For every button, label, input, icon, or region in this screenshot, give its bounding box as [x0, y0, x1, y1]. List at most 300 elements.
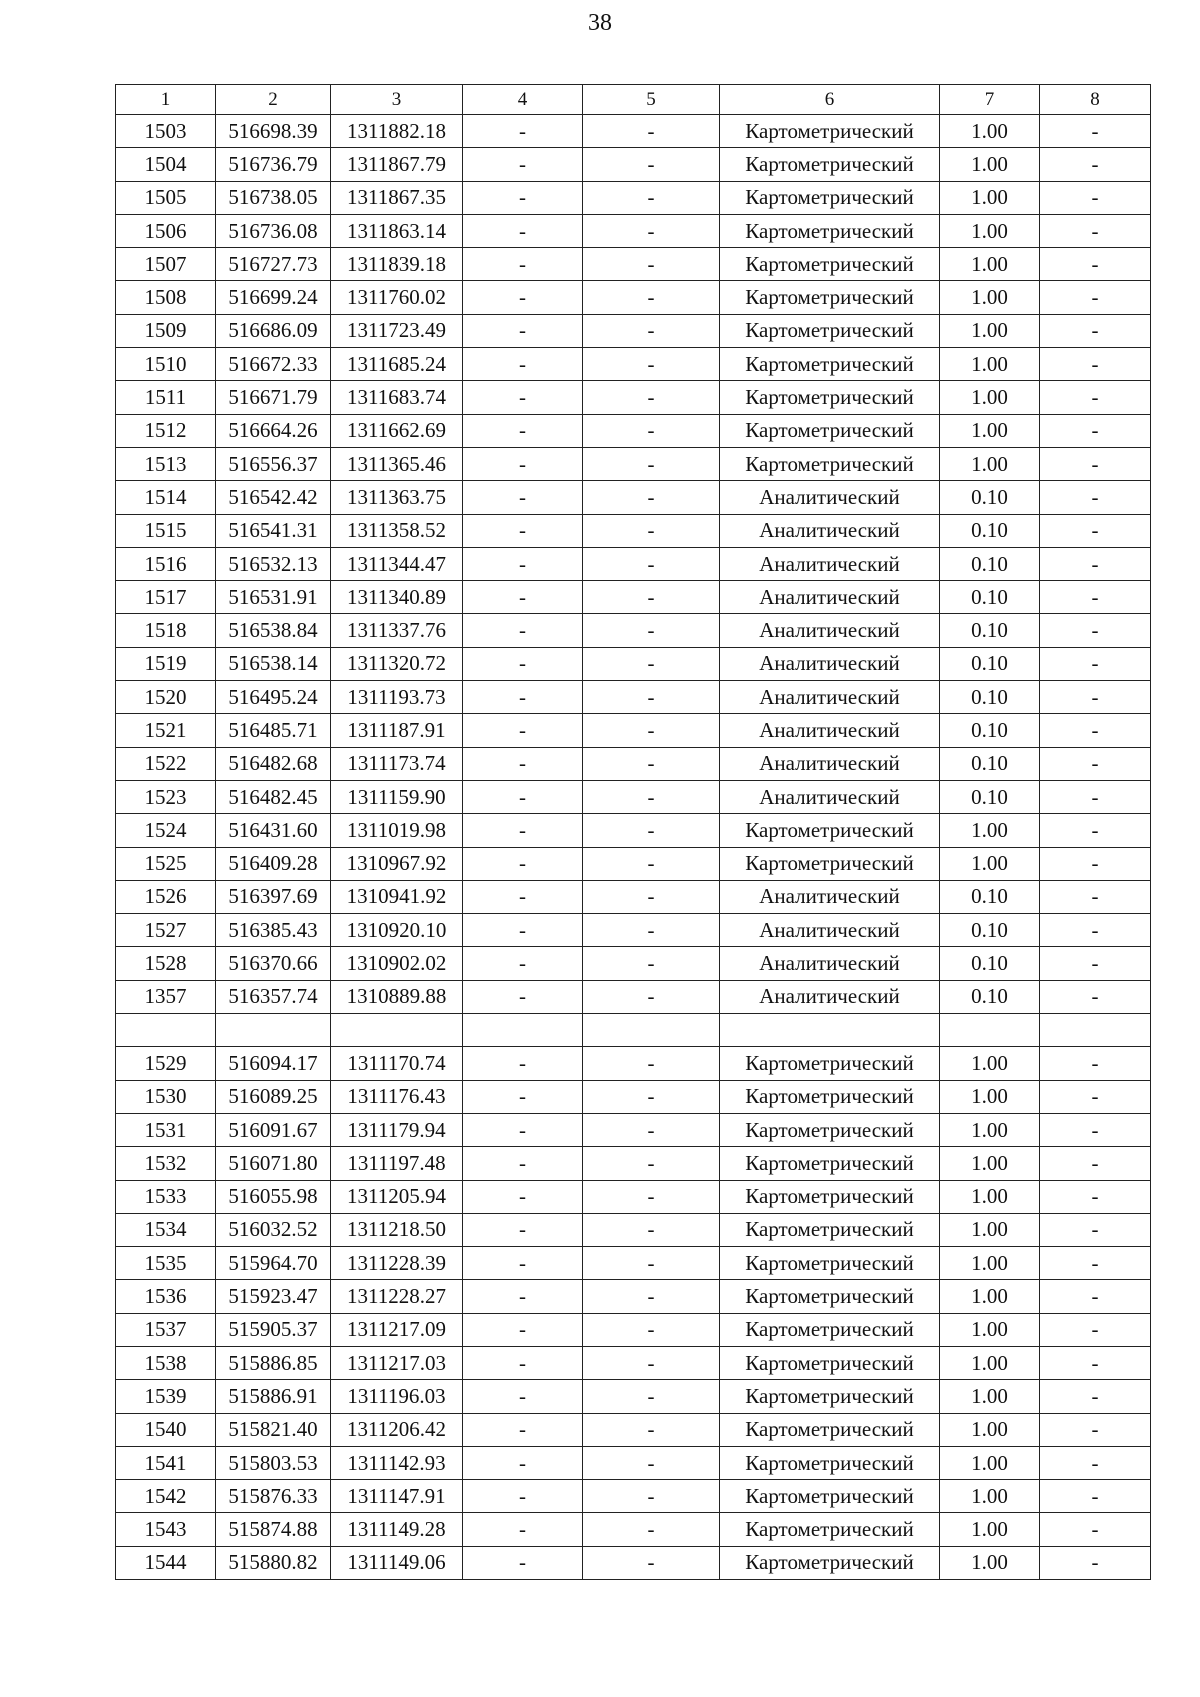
point-number-cell: 1517 — [116, 581, 216, 614]
col-8-cell: - — [1040, 1213, 1151, 1246]
col-4-cell: - — [463, 1280, 583, 1313]
col-5-cell: - — [583, 181, 720, 214]
col-8-cell: - — [1040, 780, 1151, 813]
point-number-cell: 1538 — [116, 1346, 216, 1379]
x-coordinate-cell: 516686.09 — [216, 314, 331, 347]
col-4-cell: - — [463, 1113, 583, 1146]
y-coordinate-cell: 1311142.93 — [331, 1446, 463, 1479]
x-coordinate-cell: 516698.39 — [216, 115, 331, 148]
column-header-6: 6 — [720, 85, 940, 115]
point-number-cell: 1511 — [116, 381, 216, 414]
table-row — [116, 747, 1151, 780]
col-4-cell: - — [463, 115, 583, 148]
col-5-cell: - — [583, 780, 720, 813]
method-cell: Картометрический — [720, 214, 940, 247]
y-coordinate-cell: 1311217.03 — [331, 1346, 463, 1379]
col-5-cell: - — [583, 847, 720, 880]
method-cell: Картометрический — [720, 1280, 940, 1313]
col-5-cell: - — [583, 414, 720, 447]
col-5-cell: - — [583, 514, 720, 547]
x-coordinate-cell: 516538.84 — [216, 614, 331, 647]
col-5-cell: - — [583, 1280, 720, 1313]
point-number-cell: 1507 — [116, 248, 216, 281]
col-8-cell: - — [1040, 281, 1151, 314]
point-number-cell: 1506 — [116, 214, 216, 247]
method-cell: Картометрический — [720, 381, 940, 414]
point-number-cell: 1541 — [116, 1446, 216, 1479]
table-row — [116, 947, 1151, 980]
table-row — [116, 547, 1151, 580]
col-4-cell: - — [463, 1080, 583, 1113]
col-4-cell: - — [463, 314, 583, 347]
accuracy-cell: 1.00 — [940, 1546, 1040, 1579]
accuracy-cell: 0.10 — [940, 581, 1040, 614]
accuracy-cell: 1.00 — [940, 248, 1040, 281]
accuracy-cell — [940, 1014, 1040, 1047]
col-4-cell: - — [463, 214, 583, 247]
accuracy-cell: 1.00 — [940, 1280, 1040, 1313]
point-number-cell: 1508 — [116, 281, 216, 314]
col-8-cell: - — [1040, 747, 1151, 780]
col-8-cell: - — [1040, 1513, 1151, 1546]
method-cell — [720, 1014, 940, 1047]
point-number-cell: 1515 — [116, 514, 216, 547]
table-row — [116, 581, 1151, 614]
y-coordinate-cell: 1311863.14 — [331, 214, 463, 247]
col-8-cell: - — [1040, 1413, 1151, 1446]
col-4-cell: - — [463, 681, 583, 714]
accuracy-cell: 1.00 — [940, 1313, 1040, 1346]
accuracy-cell: 1.00 — [940, 1080, 1040, 1113]
col-5-cell: - — [583, 1147, 720, 1180]
accuracy-cell: 1.00 — [940, 1480, 1040, 1513]
col-8-cell: - — [1040, 647, 1151, 680]
x-coordinate-cell: 516370.66 — [216, 947, 331, 980]
col-5-cell: - — [583, 248, 720, 281]
point-number-cell: 1520 — [116, 681, 216, 714]
y-coordinate-cell: 1311217.09 — [331, 1313, 463, 1346]
x-coordinate-cell: 516482.68 — [216, 747, 331, 780]
accuracy-cell: 1.00 — [940, 115, 1040, 148]
point-number-cell: 1522 — [116, 747, 216, 780]
method-cell: Картометрический — [720, 148, 940, 181]
method-cell: Картометрический — [720, 1346, 940, 1379]
accuracy-cell: 0.10 — [940, 747, 1040, 780]
y-coordinate-cell: 1311197.48 — [331, 1147, 463, 1180]
point-number-cell: 1523 — [116, 780, 216, 813]
x-coordinate-cell: 516431.60 — [216, 814, 331, 847]
method-cell: Картометрический — [720, 1247, 940, 1280]
col-5-cell: - — [583, 381, 720, 414]
point-number-cell: 1534 — [116, 1213, 216, 1246]
method-cell: Аналитический — [720, 647, 940, 680]
point-number-cell: 1533 — [116, 1180, 216, 1213]
accuracy-cell: 0.10 — [940, 614, 1040, 647]
method-cell: Аналитический — [720, 947, 940, 980]
x-coordinate-cell: 515821.40 — [216, 1413, 331, 1446]
point-number-cell: 1526 — [116, 880, 216, 913]
accuracy-cell: 1.00 — [940, 1213, 1040, 1246]
x-coordinate-cell: 516531.91 — [216, 581, 331, 614]
col-5-cell: - — [583, 1247, 720, 1280]
accuracy-cell: 1.00 — [940, 847, 1040, 880]
y-coordinate-cell: 1311205.94 — [331, 1180, 463, 1213]
col-4-cell: - — [463, 148, 583, 181]
x-coordinate-cell: 515880.82 — [216, 1546, 331, 1579]
method-cell: Картометрический — [720, 1546, 940, 1579]
accuracy-cell: 1.00 — [940, 447, 1040, 480]
point-number-cell: 1514 — [116, 481, 216, 514]
point-number-cell: 1521 — [116, 714, 216, 747]
col-4-cell: - — [463, 980, 583, 1013]
method-cell: Картометрический — [720, 847, 940, 880]
y-coordinate-cell: 1311228.27 — [331, 1280, 463, 1313]
y-coordinate-cell: 1310941.92 — [331, 880, 463, 913]
table-row — [116, 647, 1151, 680]
table-row — [116, 714, 1151, 747]
x-coordinate-cell: 516094.17 — [216, 1047, 331, 1080]
table-row — [116, 314, 1151, 347]
x-coordinate-cell: 516532.13 — [216, 547, 331, 580]
x-coordinate-cell: 516089.25 — [216, 1080, 331, 1113]
col-8-cell: - — [1040, 1180, 1151, 1213]
x-coordinate-cell: 515803.53 — [216, 1446, 331, 1479]
x-coordinate-cell: 515876.33 — [216, 1480, 331, 1513]
method-cell: Картометрический — [720, 314, 940, 347]
page-number: 38 — [588, 10, 612, 36]
table-row — [116, 1047, 1151, 1080]
method-cell: Аналитический — [720, 780, 940, 813]
col-8-cell: - — [1040, 314, 1151, 347]
y-coordinate-cell: 1311170.74 — [331, 1047, 463, 1080]
point-number-cell: 1357 — [116, 980, 216, 1013]
col-5-cell: - — [583, 115, 720, 148]
accuracy-cell: 0.10 — [940, 714, 1040, 747]
column-header-2: 2 — [216, 85, 331, 115]
col-5-cell: - — [583, 880, 720, 913]
table-row — [116, 148, 1151, 181]
y-coordinate-cell: 1311662.69 — [331, 414, 463, 447]
x-coordinate-cell: 516091.67 — [216, 1113, 331, 1146]
table-row — [116, 1213, 1151, 1246]
method-cell: Аналитический — [720, 614, 940, 647]
method-cell: Аналитический — [720, 880, 940, 913]
table-body — [116, 115, 1151, 1580]
table-row — [116, 1180, 1151, 1213]
col-8-cell: - — [1040, 714, 1151, 747]
col-5-cell: - — [583, 148, 720, 181]
col-8-cell: - — [1040, 414, 1151, 447]
table-row — [116, 514, 1151, 547]
y-coordinate-cell: 1311723.49 — [331, 314, 463, 347]
col-4-cell: - — [463, 1380, 583, 1413]
point-number-cell: 1516 — [116, 547, 216, 580]
col-4-cell: - — [463, 780, 583, 813]
accuracy-cell: 1.00 — [940, 348, 1040, 381]
y-coordinate-cell: 1311193.73 — [331, 681, 463, 714]
accuracy-cell: 1.00 — [940, 1346, 1040, 1379]
coordinates-table — [115, 84, 1151, 1580]
accuracy-cell: 1.00 — [940, 1413, 1040, 1446]
table-row — [116, 614, 1151, 647]
point-number-cell: 1512 — [116, 414, 216, 447]
method-cell: Аналитический — [720, 914, 940, 947]
col-8-cell: - — [1040, 381, 1151, 414]
column-header-1: 1 — [116, 85, 216, 115]
point-number-cell: 1503 — [116, 115, 216, 148]
table-row — [116, 281, 1151, 314]
col-4-cell: - — [463, 880, 583, 913]
x-coordinate-cell: 516032.52 — [216, 1213, 331, 1246]
table-row — [116, 447, 1151, 480]
method-cell: Аналитический — [720, 714, 940, 747]
col-4-cell: - — [463, 614, 583, 647]
table-row — [116, 1346, 1151, 1379]
col-4-cell: - — [463, 1546, 583, 1579]
col-5-cell: - — [583, 1480, 720, 1513]
col-5-cell: - — [583, 1313, 720, 1346]
method-cell: Аналитический — [720, 980, 940, 1013]
col-8-cell: - — [1040, 980, 1151, 1013]
table-row — [116, 1147, 1151, 1180]
x-coordinate-cell: 516397.69 — [216, 880, 331, 913]
x-coordinate-cell: 515964.70 — [216, 1247, 331, 1280]
y-coordinate-cell: 1311019.98 — [331, 814, 463, 847]
x-coordinate-cell: 516385.43 — [216, 914, 331, 947]
table-row — [116, 681, 1151, 714]
y-coordinate-cell: 1311683.74 — [331, 381, 463, 414]
y-coordinate-cell: 1310889.88 — [331, 980, 463, 1013]
col-8-cell: - — [1040, 248, 1151, 281]
col-8-cell: - — [1040, 547, 1151, 580]
y-coordinate-cell: 1311187.91 — [331, 714, 463, 747]
x-coordinate-cell: 516071.80 — [216, 1147, 331, 1180]
col-8-cell: - — [1040, 1147, 1151, 1180]
accuracy-cell: 0.10 — [940, 647, 1040, 680]
col-5-cell: - — [583, 581, 720, 614]
y-coordinate-cell: 1311149.28 — [331, 1513, 463, 1546]
point-number-cell: 1525 — [116, 847, 216, 880]
col-5-cell: - — [583, 1213, 720, 1246]
point-number-cell: 1531 — [116, 1113, 216, 1146]
x-coordinate-cell: 516482.45 — [216, 780, 331, 813]
accuracy-cell: 0.10 — [940, 481, 1040, 514]
method-cell: Картометрический — [720, 1313, 940, 1346]
accuracy-cell: 1.00 — [940, 1147, 1040, 1180]
table-row — [116, 1280, 1151, 1313]
col-5-cell: - — [583, 1080, 720, 1113]
y-coordinate-cell: 1311159.90 — [331, 780, 463, 813]
table-row — [116, 880, 1151, 913]
col-4-cell: - — [463, 514, 583, 547]
col-4-cell: - — [463, 281, 583, 314]
method-cell: Картометрический — [720, 1513, 940, 1546]
table-row — [116, 814, 1151, 847]
col-4-cell: - — [463, 1480, 583, 1513]
col-5-cell: - — [583, 747, 720, 780]
column-header-4: 4 — [463, 85, 583, 115]
method-cell: Аналитический — [720, 581, 940, 614]
col-8-cell: - — [1040, 847, 1151, 880]
y-coordinate-cell: 1311149.06 — [331, 1546, 463, 1579]
col-4-cell: - — [463, 481, 583, 514]
y-coordinate-cell: 1311839.18 — [331, 248, 463, 281]
col-8-cell: - — [1040, 814, 1151, 847]
point-number-cell: 1519 — [116, 647, 216, 680]
column-header-3: 3 — [331, 85, 463, 115]
x-coordinate-cell: 516699.24 — [216, 281, 331, 314]
accuracy-cell: 1.00 — [940, 181, 1040, 214]
point-number-cell: 1524 — [116, 814, 216, 847]
method-cell: Картометрический — [720, 1047, 940, 1080]
table-row — [116, 348, 1151, 381]
accuracy-cell: 0.10 — [940, 547, 1040, 580]
col-5-cell: - — [583, 348, 720, 381]
x-coordinate-cell: 516538.14 — [216, 647, 331, 680]
col-8-cell: - — [1040, 880, 1151, 913]
x-coordinate-cell: 516664.26 — [216, 414, 331, 447]
col-8-cell: - — [1040, 1380, 1151, 1413]
point-number-cell: 1527 — [116, 914, 216, 947]
col-4-cell: - — [463, 447, 583, 480]
method-cell: Картометрический — [720, 248, 940, 281]
table-row — [116, 248, 1151, 281]
col-4-cell: - — [463, 814, 583, 847]
accuracy-cell: 1.00 — [940, 1247, 1040, 1280]
accuracy-cell: 0.10 — [940, 980, 1040, 1013]
y-coordinate-cell: 1311867.35 — [331, 181, 463, 214]
x-coordinate-cell: 516357.74 — [216, 980, 331, 1013]
accuracy-cell: 0.10 — [940, 914, 1040, 947]
method-cell: Картометрический — [720, 814, 940, 847]
table-row — [116, 1113, 1151, 1146]
col-8-cell: - — [1040, 614, 1151, 647]
method-cell: Картометрический — [720, 115, 940, 148]
table-row — [116, 1313, 1151, 1346]
col-8-cell: - — [1040, 1313, 1151, 1346]
col-4-cell: - — [463, 581, 583, 614]
x-coordinate-cell: 516409.28 — [216, 847, 331, 880]
col-4-cell: - — [463, 1513, 583, 1546]
col-8-cell: - — [1040, 1047, 1151, 1080]
col-8-cell: - — [1040, 1113, 1151, 1146]
col-5-cell: - — [583, 1346, 720, 1379]
col-8-cell: - — [1040, 1546, 1151, 1579]
table-row — [116, 1247, 1151, 1280]
y-coordinate-cell: 1311365.46 — [331, 447, 463, 480]
col-5-cell: - — [583, 314, 720, 347]
col-5-cell: - — [583, 814, 720, 847]
table-row — [116, 214, 1151, 247]
y-coordinate-cell: 1311147.91 — [331, 1480, 463, 1513]
table-row — [116, 181, 1151, 214]
table-row — [116, 1014, 1151, 1047]
col-4-cell: - — [463, 1346, 583, 1379]
y-coordinate-cell: 1311867.79 — [331, 148, 463, 181]
col-8-cell: - — [1040, 1446, 1151, 1479]
accuracy-cell: 1.00 — [940, 1513, 1040, 1546]
table-row — [116, 1413, 1151, 1446]
x-coordinate-cell: 515886.91 — [216, 1380, 331, 1413]
method-cell: Картометрический — [720, 1213, 940, 1246]
method-cell: Аналитический — [720, 547, 940, 580]
point-number-cell — [116, 1014, 216, 1047]
y-coordinate-cell: 1311344.47 — [331, 547, 463, 580]
point-number-cell: 1513 — [116, 447, 216, 480]
col-4-cell: - — [463, 847, 583, 880]
method-cell: Аналитический — [720, 747, 940, 780]
table-row — [116, 780, 1151, 813]
point-number-cell: 1540 — [116, 1413, 216, 1446]
method-cell: Картометрический — [720, 1147, 940, 1180]
y-coordinate-cell: 1311218.50 — [331, 1213, 463, 1246]
y-coordinate-cell: 1310902.02 — [331, 947, 463, 980]
col-4-cell: - — [463, 1313, 583, 1346]
col-5-cell: - — [583, 614, 720, 647]
x-coordinate-cell: 516672.33 — [216, 348, 331, 381]
point-number-cell: 1529 — [116, 1047, 216, 1080]
col-5-cell: - — [583, 1380, 720, 1413]
accuracy-cell: 0.10 — [940, 681, 1040, 714]
x-coordinate-cell: 516671.79 — [216, 381, 331, 414]
accuracy-cell: 1.00 — [940, 1113, 1040, 1146]
y-coordinate-cell: 1311179.94 — [331, 1113, 463, 1146]
col-4-cell: - — [463, 1413, 583, 1446]
column-header-7: 7 — [940, 85, 1040, 115]
accuracy-cell: 1.00 — [940, 1446, 1040, 1479]
method-cell: Аналитический — [720, 481, 940, 514]
y-coordinate-cell: 1311685.24 — [331, 348, 463, 381]
col-4-cell: - — [463, 914, 583, 947]
method-cell: Картометрический — [720, 1113, 940, 1146]
x-coordinate-cell: 515886.85 — [216, 1346, 331, 1379]
col-5-cell: - — [583, 1180, 720, 1213]
x-coordinate-cell: 516738.05 — [216, 181, 331, 214]
accuracy-cell: 1.00 — [940, 814, 1040, 847]
col-5-cell: - — [583, 214, 720, 247]
accuracy-cell: 1.00 — [940, 314, 1040, 347]
x-coordinate-cell: 516727.73 — [216, 248, 331, 281]
point-number-cell: 1532 — [116, 1147, 216, 1180]
accuracy-cell: 1.00 — [940, 381, 1040, 414]
col-8-cell: - — [1040, 914, 1151, 947]
col-8-cell: - — [1040, 1280, 1151, 1313]
y-coordinate-cell: 1311358.52 — [331, 514, 463, 547]
col-8-cell: - — [1040, 1346, 1151, 1379]
y-coordinate-cell: 1311176.43 — [331, 1080, 463, 1113]
col-4-cell: - — [463, 647, 583, 680]
y-coordinate-cell: 1311337.76 — [331, 614, 463, 647]
accuracy-cell: 1.00 — [940, 1380, 1040, 1413]
accuracy-cell: 0.10 — [940, 514, 1040, 547]
method-cell: Картометрический — [720, 447, 940, 480]
accuracy-cell: 0.10 — [940, 947, 1040, 980]
table-row — [116, 847, 1151, 880]
y-coordinate-cell: 1311228.39 — [331, 1247, 463, 1280]
point-number-cell: 1537 — [116, 1313, 216, 1346]
col-5-cell: - — [583, 281, 720, 314]
col-8-cell: - — [1040, 681, 1151, 714]
method-cell: Картометрический — [720, 1380, 940, 1413]
point-number-cell: 1505 — [116, 181, 216, 214]
method-cell: Картометрический — [720, 1480, 940, 1513]
accuracy-cell: 1.00 — [940, 1180, 1040, 1213]
col-8-cell: - — [1040, 115, 1151, 148]
x-coordinate-cell: 516495.24 — [216, 681, 331, 714]
col-8-cell: - — [1040, 148, 1151, 181]
method-cell: Картометрический — [720, 281, 940, 314]
header-row — [116, 85, 1151, 115]
